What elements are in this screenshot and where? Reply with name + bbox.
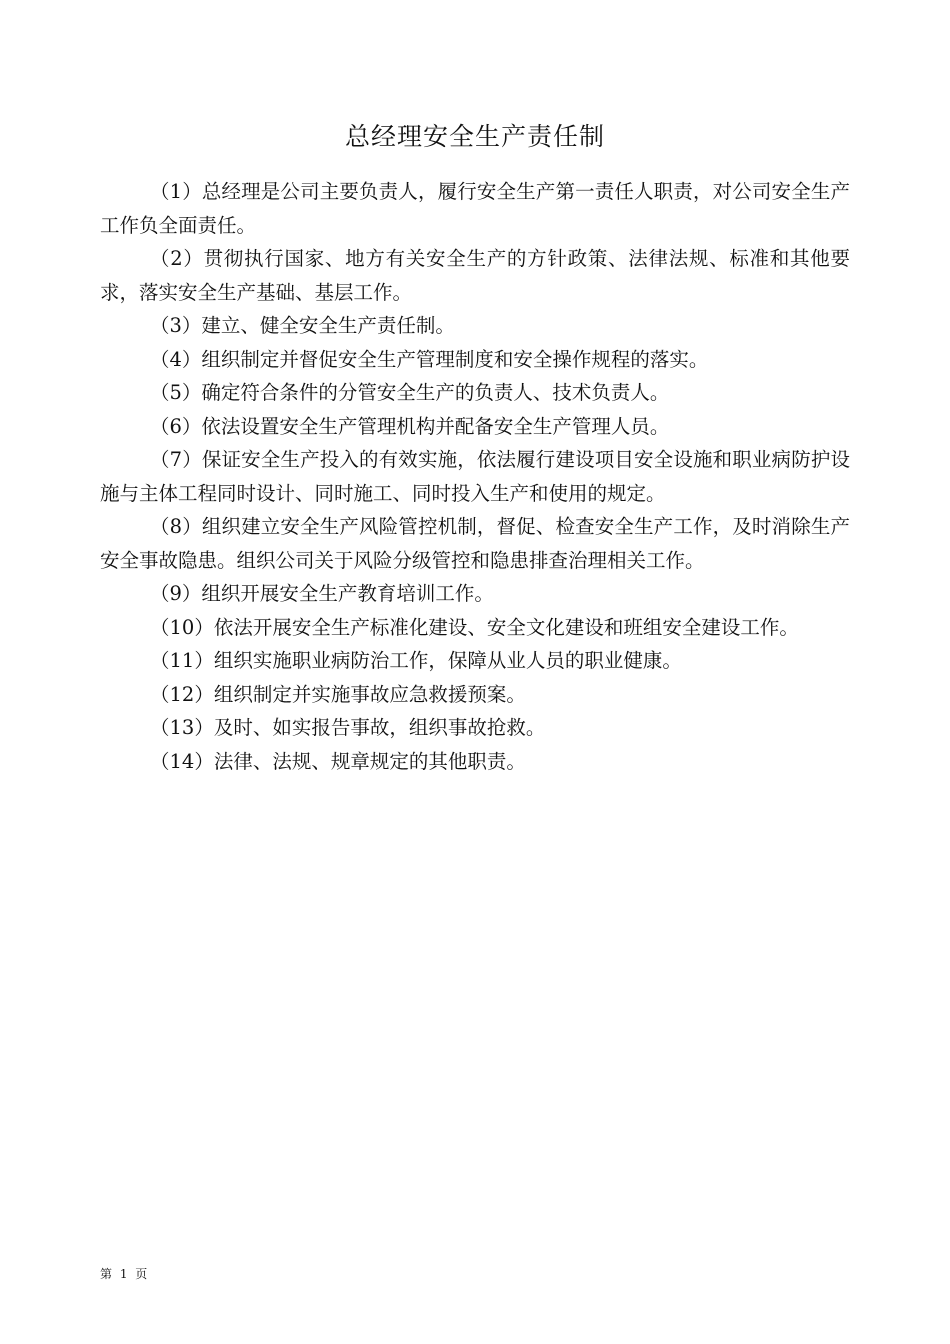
paragraph-5: （5）确定符合条件的分管安全生产的负责人、技术负责人。 [150, 381, 670, 404]
paragraph-10: （10）依法开展安全生产标准化建设、安全文化建设和班组安全建设工作。 [150, 615, 799, 639]
paragraph-14: （14）法律、法规、规章规定的其他职责。 [150, 749, 526, 773]
paragraph-6: （6）依法设置安全生产管理机构并配备安全生产管理人员。 [150, 414, 670, 438]
document-body [100, 175, 850, 778]
paragraph-11: （11）组织实施职业病防治工作，保障从业人员的职业健康。 [150, 649, 682, 672]
paragraph-4: （4）组织制定并督促安全生产管理制度和安全操作规程的落实。 [150, 347, 709, 371]
paragraph-1: （1）总经理是公司主要负责人，履行安全生产第一责任人职责，对公司安全生产工作负全面责任。 [100, 180, 850, 237]
page-title: 总经理安全生产责任制 [344, 122, 605, 151]
paragraph-9: （9）组织开展安全生产教育培训工作。 [150, 582, 494, 605]
paragraph-3: （3）建立、健全安全生产责任制。 [150, 314, 455, 337]
paragraph-12: （12）组织制定并实施事故应急救援预案。 [150, 682, 526, 706]
paragraph-8: （8）组织建立安全生产风险管控机制，督促、检查安全生产工作，及时消除生产安全事故隐患。组织公司关于风险分级管控和隐患排查治理相关工作。 [100, 515, 850, 572]
page-number: 第 1 页 [100, 1267, 150, 1281]
paragraph-2: （2）贯彻执行国家、地方有关安全生产的方针政策、法律法规、标准和其他要求，落实安全生产基础、基层工作。 [100, 247, 850, 304]
paragraph-7: （7）保证安全生产投入的有效实施，依法履行建设项目安全设施和职业病防护设施与主体工程同时设计、同时施工、同时投入生产和使用的规定。 [100, 448, 850, 505]
paragraph-13: （13）及时、如实报告事故，组织事故抢救。 [150, 716, 546, 739]
